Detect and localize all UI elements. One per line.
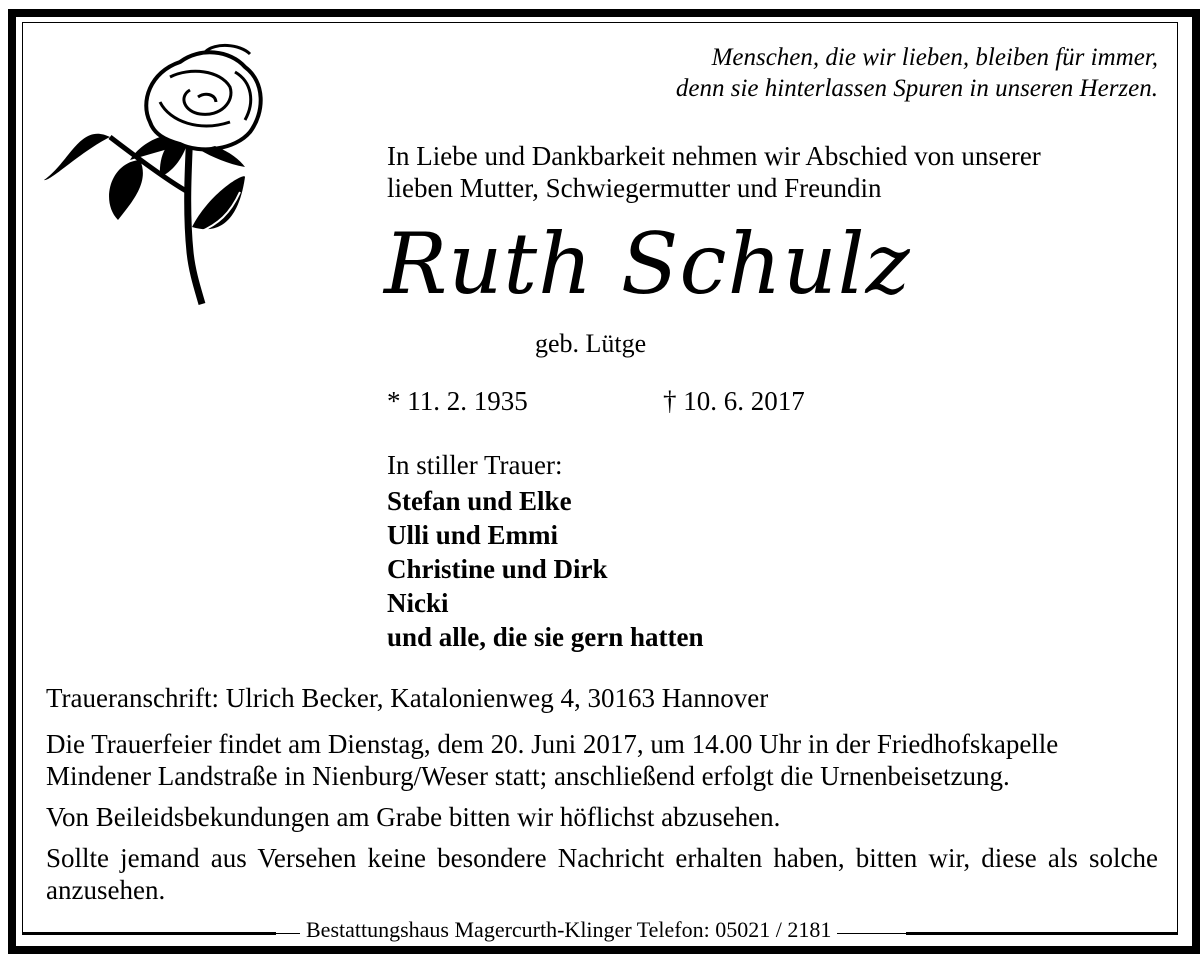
mourner-name: Stefan und Elke (387, 486, 572, 516)
birth-date: * 11. 2. 1935 (387, 386, 528, 416)
motto-line: Menschen, die wir lieben, bleiben für immer, (711, 44, 1158, 71)
mourner-name: Ulli und Emmi (387, 520, 559, 550)
deceased-name: Ruth Schulz (384, 215, 911, 313)
mourner-name: Christine und Dirk (387, 554, 608, 584)
footer-divider (906, 932, 1178, 935)
mourners-label: In stiller Trauer: (387, 450, 563, 480)
death-date: † 10. 6. 2017 (663, 386, 805, 416)
intro-line: In Liebe und Dankbarkeit nehmen wir Abschied von unserer (387, 141, 1041, 171)
intro-text (387, 140, 1041, 204)
motto (676, 42, 1158, 104)
mourning-address: Traueranschrift: Ulrich Becker, Katalonienweg 4, 30163 Hannover (46, 683, 769, 713)
notice-note: Sollte jemand aus Versehen keine besondere Nachricht erhalten haben, bitten wir, diese als solche anzusehen. (46, 843, 1158, 905)
mourner-name: und alle, die sie gern hatten (387, 622, 704, 652)
condolences-note: Von Beileidsbekundungen am Grabe bitten wir höflichst abzusehen. (46, 802, 781, 832)
footer-divider (22, 932, 276, 935)
mourners-list (387, 484, 704, 654)
funeral-home-footer: Bestattungshaus Magercurth-Klinger Telefon: 05021 / 2181 (300, 917, 837, 943)
maiden-name: geb. Lütge (535, 329, 647, 358)
ceremony-info: Die Trauerfeier findet am Dienstag, dem 20. Juni 2017, um 14.00 Uhr in der Friedhofskapelle Mindener Landstraße in Nienburg/Weser statt; anschließend erfolgt die Urnenbeisetzung. (46, 729, 1059, 791)
motto-line: denn sie hinterlassen Spuren in unseren Herzen. (675, 75, 1158, 102)
mourner-name: Nicki (387, 588, 449, 618)
intro-line: lieben Mutter, Schwiegermutter und Freundin (387, 173, 882, 203)
rose-icon (40, 42, 270, 308)
